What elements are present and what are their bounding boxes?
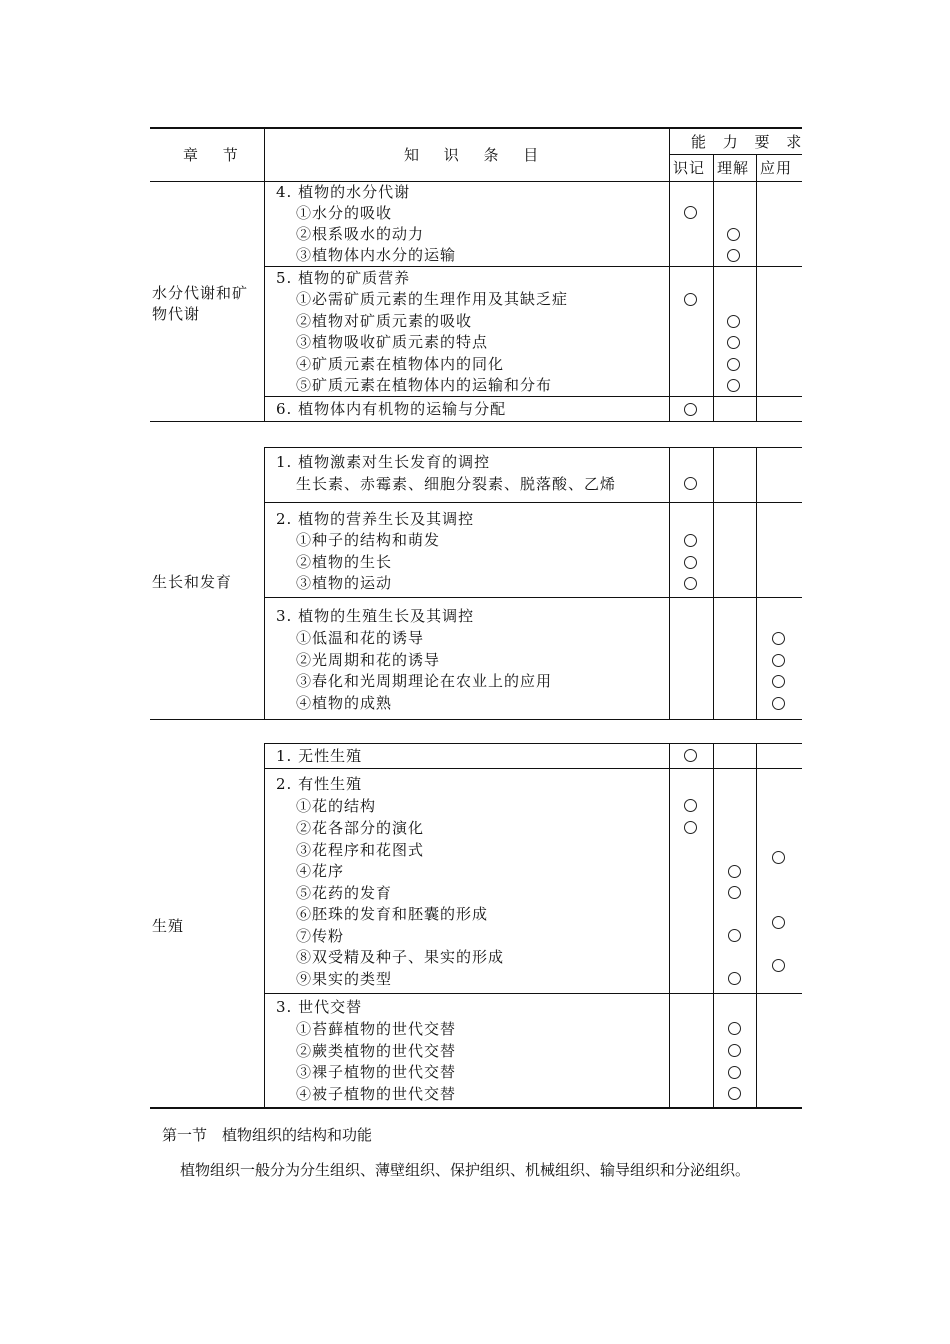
s3-top-rule — [264, 743, 802, 744]
requirement-circle-mark — [728, 972, 741, 985]
requirement-circle-mark — [684, 799, 697, 812]
knowledge-item: ①低温和花的诱导 — [296, 629, 425, 647]
s3-vline-left — [264, 743, 265, 1108]
knowledge-item: 1. 植物激素对生长发育的调控 — [276, 453, 491, 471]
knowledge-item: 2. 有性生殖 — [276, 775, 363, 793]
header-divider-ability — [669, 128, 670, 182]
s1-vline-left — [264, 182, 265, 422]
knowledge-item: ④矿质元素在植物体内的同化 — [296, 355, 505, 373]
requirement-circle-mark — [728, 1087, 741, 1100]
header-divider-col3 — [756, 154, 757, 182]
requirement-circle-mark — [684, 749, 697, 762]
s2-vline-left — [264, 447, 265, 720]
requirement-circle-mark — [772, 959, 785, 972]
chapter-name: 生长和发育 — [152, 573, 233, 591]
s1-vline-a — [669, 182, 670, 422]
requirement-circle-mark — [727, 315, 740, 328]
requirement-circle-mark — [728, 1066, 741, 1079]
header-divider-col2 — [713, 154, 714, 182]
knowledge-item: ②植物的生长 — [296, 553, 393, 571]
s1-vline-b — [713, 182, 714, 422]
s1-group-rule-2 — [264, 396, 802, 397]
knowledge-item: ④植物的成熟 — [296, 694, 393, 712]
header-chapter: 章 节 — [183, 146, 248, 164]
requirement-circle-mark — [684, 477, 697, 490]
knowledge-item: ②根系吸水的动力 — [296, 225, 425, 243]
requirement-circle-mark — [772, 675, 785, 688]
requirement-circle-mark — [728, 929, 741, 942]
knowledge-item: ②光周期和花的诱导 — [296, 651, 441, 669]
knowledge-item: 3. 植物的生殖生长及其调控 — [276, 607, 475, 625]
s2-vline-c — [756, 447, 757, 720]
requirement-circle-mark — [772, 851, 785, 864]
s1-vline-c — [756, 182, 757, 422]
knowledge-item: ⑨果实的类型 — [296, 970, 393, 988]
header-col-apply: 应用 — [760, 159, 793, 177]
s3-group-rule-1 — [264, 768, 802, 769]
requirement-circle-mark — [728, 865, 741, 878]
knowledge-item: ③裸子植物的世代交替 — [296, 1063, 457, 1081]
header-col-understand: 理解 — [717, 159, 750, 177]
requirement-circle-mark — [727, 336, 740, 349]
knowledge-item: ⑧双受精及种子、果实的形成 — [296, 948, 505, 966]
knowledge-item: ②蕨类植物的世代交替 — [296, 1042, 457, 1060]
requirement-circle-mark — [727, 228, 740, 241]
requirement-circle-mark — [772, 697, 785, 710]
requirement-circle-mark — [772, 654, 785, 667]
s3-vline-a — [669, 743, 670, 1108]
header-items: 知 识 条 目 — [404, 146, 549, 164]
knowledge-item: 3. 世代交替 — [276, 998, 363, 1016]
header-divider-chapter — [264, 128, 265, 182]
header-ability-rule — [669, 154, 802, 155]
requirement-circle-mark — [684, 206, 697, 219]
knowledge-item: 1. 无性生殖 — [276, 747, 363, 765]
knowledge-item: ②植物对矿质元素的吸收 — [296, 312, 473, 330]
requirement-circle-mark — [728, 1022, 741, 1035]
requirement-circle-mark — [728, 1044, 741, 1057]
knowledge-item: ①种子的结构和萌发 — [296, 531, 441, 549]
knowledge-item: ③植物的运动 — [296, 574, 393, 592]
knowledge-item: ③植物体内水分的运输 — [296, 246, 457, 264]
s1-group-rule-1 — [264, 266, 802, 267]
s2-vline-b — [713, 447, 714, 720]
chapter-name: 物代谢 — [152, 305, 201, 323]
s3-vline-c — [756, 743, 757, 1108]
knowledge-item: ①苔藓植物的世代交替 — [296, 1020, 457, 1038]
s2-top-rule — [264, 447, 802, 448]
requirement-circle-mark — [727, 379, 740, 392]
requirement-circle-mark — [727, 358, 740, 371]
knowledge-item: ⑤花药的发育 — [296, 884, 393, 902]
knowledge-item: ⑤矿质元素在植物体内的运输和分布 — [296, 376, 553, 394]
section-title: 第一节 植物组织的结构和功能 — [162, 1126, 373, 1144]
s2-vline-a — [669, 447, 670, 720]
knowledge-item: 6. 植物体内有机物的运输与分配 — [276, 400, 507, 418]
knowledge-item: 生长素、赤霉素、细胞分裂素、脱落酸、乙烯 — [296, 475, 617, 493]
s2-group-rule-2 — [264, 597, 802, 598]
knowledge-item: ④被子植物的世代交替 — [296, 1085, 457, 1103]
chapter-name: 水分代谢和矿 — [152, 284, 249, 302]
requirement-circle-mark — [684, 556, 697, 569]
header-col-recall: 识记 — [673, 159, 706, 177]
knowledge-item: ③花程序和花图式 — [296, 841, 425, 859]
requirement-circle-mark — [772, 916, 785, 929]
knowledge-item: ④花序 — [296, 862, 345, 880]
s2-group-rule-1 — [264, 502, 802, 503]
knowledge-item: ①花的结构 — [296, 797, 377, 815]
requirement-circle-mark — [728, 886, 741, 899]
requirement-circle-mark — [684, 821, 697, 834]
knowledge-item: ①必需矿质元素的生理作用及其缺乏症 — [296, 290, 569, 308]
knowledge-item: ⑥胚珠的发育和胚囊的形成 — [296, 905, 489, 923]
header-bottom-rule — [150, 181, 802, 182]
knowledge-item: ①水分的吸收 — [296, 204, 393, 222]
knowledge-item: 4. 植物的水分代谢 — [276, 183, 411, 201]
requirement-circle-mark — [727, 249, 740, 262]
requirement-circle-mark — [684, 534, 697, 547]
table-bottom-rule — [150, 1107, 802, 1109]
requirement-circle-mark — [772, 632, 785, 645]
s2-bottom-rule — [150, 719, 802, 720]
chapter-name: 生殖 — [152, 917, 185, 935]
table-top-rule — [150, 127, 802, 129]
requirement-circle-mark — [684, 577, 697, 590]
knowledge-item: 5. 植物的矿质营养 — [276, 269, 411, 287]
requirement-circle-mark — [684, 293, 697, 306]
knowledge-item: ③春化和光周期理论在农业上的应用 — [296, 672, 553, 690]
header-ability: 能 力 要 求 — [691, 133, 808, 151]
knowledge-item: 2. 植物的营养生长及其调控 — [276, 510, 475, 528]
s3-group-rule-2 — [264, 993, 802, 994]
knowledge-item: ③植物吸收矿质元素的特点 — [296, 333, 489, 351]
knowledge-item: ⑦传粉 — [296, 927, 345, 945]
s1-bottom-rule — [150, 421, 802, 422]
s3-vline-b — [713, 743, 714, 1108]
requirement-circle-mark — [684, 403, 697, 416]
knowledge-item: ②花各部分的演化 — [296, 819, 425, 837]
body-paragraph: 植物组织一般分为分生组织、薄壁组织、保护组织、机械组织、输导组织和分泌组织。 — [180, 1161, 751, 1179]
